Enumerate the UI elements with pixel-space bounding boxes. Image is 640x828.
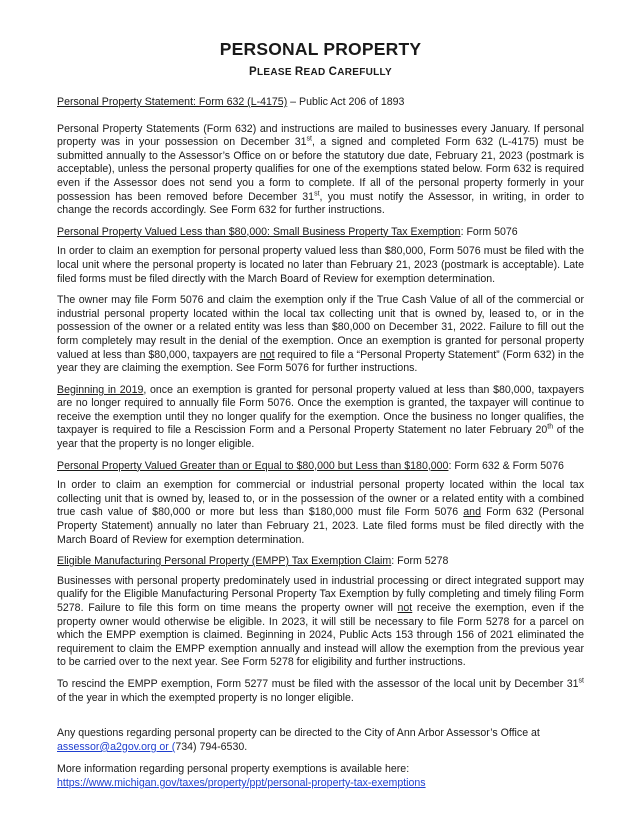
url-line (57, 777, 584, 791)
subtitle-lease: LEASE (256, 67, 295, 78)
paragraph-small-business-2: The owner may file Form 5076 and claim the exemption only if the True Cash Value of all of the commercial or industrial personal property located within the local tax collecting unit that is owned by, leased to, or in the possession of the owner or a related entity was less than $80,000 on December 31, 2022. Failure to fill out the form completely may result in the denial of the exemption. Once an exemption is granted for personal property valued at less than $80,000, taxpayers are not required to file a “Personal Property Statement” (Form 632) in the year they are claiming the exemption. See Form 5076 for further instructions. (57, 294, 585, 375)
paragraph-empp-2: To rescind the EMPP exemption, Form 5277 must be filed with the assessor of the local unit by December 31st of the year in which the exempted property is no longer eligible. (57, 677, 584, 704)
section-heading-mid-value: Personal Property Valued Greater than or Equal to $80,000 but Less than $180,000: Form 632 & Form 5076 (57, 459, 564, 472)
document-page (57, 38, 584, 791)
paragraph-small-business-3: Beginning in 2019, once an exemption is granted for personal property valued at less than $80,000, taxpayers are no longer required to annually file Form 5076. Once the exemption is granted, the taxpayer will continue to receive the exemption until they no longer qualify for the exemption. Once the business no longer qualifies, the taxpayer is required to file a Rescission Form and a Personal Property Statement no later February 20th of the year that the property is no longer eligible. (57, 383, 585, 451)
subtitle-cap-c: C (328, 66, 338, 78)
subtitle-arefully: AREFULLY (337, 67, 393, 78)
section-heading-empp: Eligible Manufacturing Personal Property (EMPP) Tax Exemption Claim: Form 5278 (57, 555, 449, 568)
paragraph-empp-1: Businesses with personal property predominately used in industrial processing or direct integrated support may qualify for the Eligible Manufacturing Personal Property Tax Exemption by fully completing and timely filing Form 5278. Failure to file this form on time means the property owner will not receive the exemption, even if the property owner would otherwise be eligible. In 2023, it will still be necessary to file Form 5278 for a parcel on which the EMPP exemption is claimed. Beginning in 2024, Public Acts 153 through 156 of 2021 eliminated the requirement to claim the EMPP exemption annually and instead will allow the exemption from the previous year to be carried over to the next year. See Form 5278 for eligibility and further instructions. (57, 574, 584, 669)
page-subtitle (57, 66, 584, 78)
exemptions-link[interactable]: https://www.michigan.gov/taxes/property/ppt/personal-property-tax-exemptions (57, 776, 426, 789)
page-title: PERSONAL PROPERTY (219, 39, 422, 59)
subtitle-ead: EAD (303, 67, 329, 78)
paragraph-small-business-1: In order to claim an exemption for personal property valued less than $80,000, Form 5076 must be filed with the local unit where the personal property is located no later than February 21, 2023 (postmark is acceptable). Late filed forms must be filed directly with the March Board of Review for exemption determination. (57, 245, 584, 285)
email-link[interactable]: assessor@a2gov.org or ( (57, 740, 176, 753)
section-heading-small-business: Personal Property Valued Less than $80,000: Small Business Property Tax Exemption: Form 5076 (57, 225, 518, 238)
paragraph-mid-value: In order to claim an exemption for commercial or industrial personal property located within the local tax collecting unit that is owned by, leased to, or in the possession of the owner or a related entity with a combined true cash value of $80,000 or more but less than $180,000 must file Form 5076 and Form 632 (Personal Property Statement) annually no later than February 21, 2023. Late filed forms must be filed directly with the March Board of Review for exemption determination. (57, 479, 584, 546)
paragraph-more-info: More information regarding personal property exemptions is available here: (57, 763, 410, 776)
subtitle-cap-p: P (248, 66, 257, 78)
subtitle-cap-r: R (294, 66, 304, 78)
paragraph-contact: Any questions regarding personal property can be directed to the City of Ann Arbor Assessor’s Office at assessor@a2gov.org or (734) 794-6530. (57, 727, 540, 753)
paragraph-statement: Personal Property Statements (Form 632) and instructions are mailed to businesses every January. If personal property was in your possession on December 31st, a signed and completed Form 632 (L-4175) must be submitted annually to the Assessor’s Office on or before the statutory due date, February 21, 2023 (postmark is acceptable), unless the personal property qualifies for one of the exemptions stated below. Form 632 is required even if the Assessor does not send you a form to complete. If all of the personal property formerly in your possession has been removed before December 31st, you must notify the Assessor, in writing, in order to change the records accordingly. See Form 632 for further instructions. (57, 122, 584, 217)
section-heading-statement: Personal Property Statement: Form 632 (L-4175) – Public Act 206 of 1893 (57, 96, 405, 108)
